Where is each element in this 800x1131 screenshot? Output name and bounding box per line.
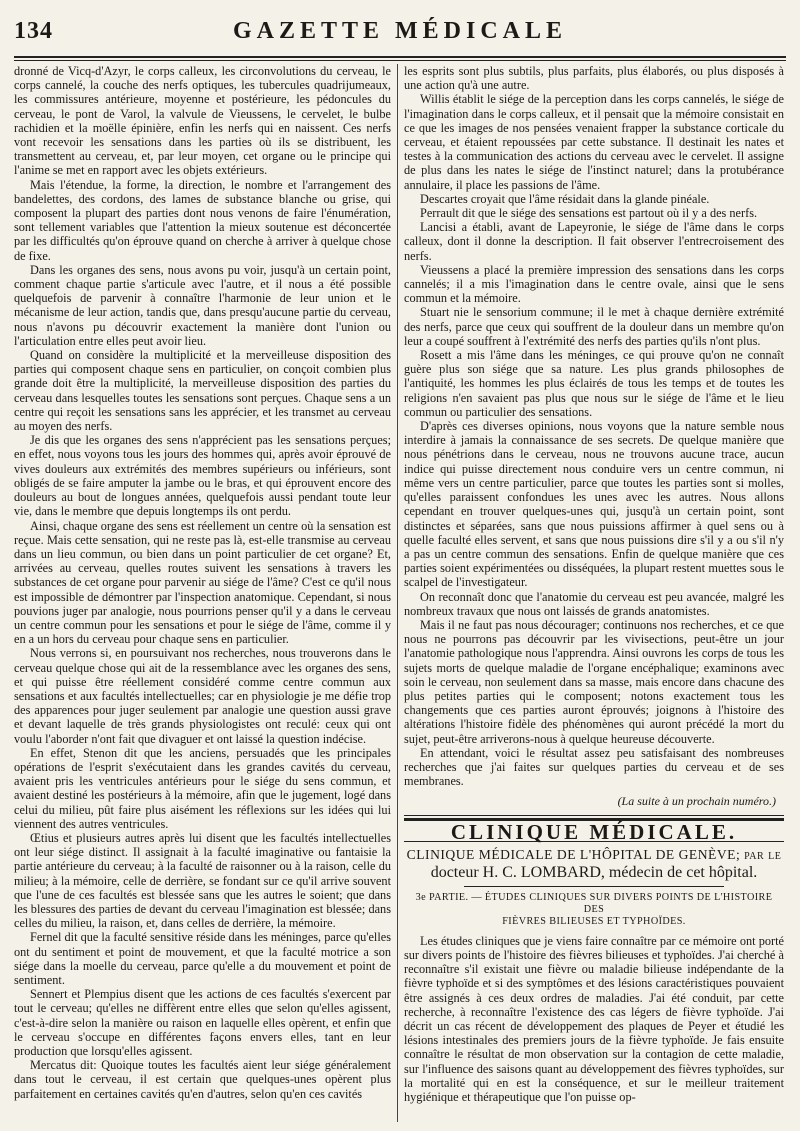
paragraph: Nous verrons si, en poursuivant nos recherches, nous trouverons dans le cerveau quelque chose qui ait de la ressemblance avec les organes des sens, et qui puisse être réellement considéré comme centre commun aux sensations et aux facultés intellectuelles; car en physiologie je me défie trop des apparences pour juger seulement par analogie une question aussi grave et devant laquelle de très grands physiologistes ont reculé: ceux qui ont voulu l'aborder n'ont fait que divaguer et ont laissé la question indécise. bbox=[14, 646, 391, 746]
article-author: docteur H. C. LOMBARD, médecin de cet hôpital. bbox=[430, 863, 758, 881]
header-rule-thin bbox=[14, 60, 786, 61]
paragraph: Les études cliniques que je viens faire connaître par ce mémoire ont porté sur divers points de l'histoire des fièvres bilieuses et typhoïdes. J'ai cherché à reconnaître s'il existait une fièvre ou maladie bilieuse indépendante de la fièvre typhoïde et si des symptômes et des lésions caractéristiques pouvaient être assignés à ces deux ordres de maladies. J'ai été conduit, par cette recherche, à reconnaître l'existence des cas légers de fièvre typhoïde. J'ai décrit un cas récent de développement des plaques de Peyer et étudié les lésions intestinales des premiers jours de la fièvre typhoïde. Je fais ensuite connaître le résultat de mon observation sur la contagion de cette maladie, sur l'influence des saisons quant au développement des fièvres typhoïdes, sur la mortalité qui en est la conséquence, et sur le meilleur traitement hygiénique et thérapeutique que l'on puisse op- bbox=[404, 933, 784, 1104]
paragraph: On reconnaît donc que l'anatomie du cerveau est peu avancée, malgré les nombreux travaux que nous ont laissés de grands anatomistes. bbox=[404, 589, 784, 618]
paragraph: Lancisi a établi, avant de Lapeyronie, le siége de l'âme dans le corps calleux, dont il donne la description. Il fait observer l'entrecroisement des nerfs. bbox=[404, 220, 784, 263]
left-column bbox=[14, 64, 391, 1122]
section-title: CLINIQUE MÉDICALE. bbox=[450, 819, 738, 844]
paragraph: Vieussens a placé la première impression des sensations dans les corps cannelés; il a mis l'imagination dans le centre ovale, ainsi que le sens commun et la mémoire. bbox=[404, 262, 784, 306]
paragraph: Mais il ne faut pas nous décourager; continuons nos recherches, et ce que nous ne pourrons pas découvrir par les vivisections, peut-être un jour l'anatomie pathologique nous l'apprendra. Ainsi ouvrons les corps de tous les sujets morts de quelque maladie de l'organe encéphalique; examinons avec soin le cerveau, non seulement dans sa masse, mais encore dans chacune des plus petites parties qui le composent; notons exactement tous les changements que ces parties auront éprouvés; joignons à l'histoire des altérations l'histoire fidèle des phénomènes qui auront précédé la mort du sujet, peut-être arriverons-nous à quelque heureuse découverte. bbox=[404, 617, 784, 746]
paragraph: Mais l'étendue, la forme, la direction, le nombre et l'arrangement des bandelettes, des cordons, des lames de substance blanche ou grise, qui composent la plupart des parties dont nous venons de faire l'énumération, sont tellement variables que l'attention la mieux soutenue est déconcertée par les difficultés qu'on éprouve quand on cherche à arriver à quelque chose de fixe. bbox=[14, 177, 391, 263]
heading-rule bbox=[464, 886, 724, 887]
part-heading-line: FIÈVRES BILIEUSES ET TYPHOÏDES. bbox=[502, 915, 686, 927]
column-divider bbox=[397, 64, 398, 1122]
article-heading bbox=[404, 847, 784, 863]
header-rule-thick bbox=[14, 56, 786, 58]
paragraph: D'après ces diverses opinions, nous voyons que la nature semble nous interdire à jamais la connaissance de ses secrets. De quelque manière que nous pénétrions dans le cerveau, nous ne trouvons aucune trace, aucun indice qui puisse directement nous conduire vers un centre commun, ni même vers un centre particulier, parce que toutes les parties sont si molles, qu'elles paraissent confondues les unes avec les autres. Nous allons cependant en trouver quelques-unes qui, jusqu'à un certain point, sont distinctes et séparées, sans que nous puissions affirmer à quel sens ou à quelle faculté elles servent, et sans que nous puissions dire s'il y a ou s'il n'y a pas un centre commun des sensations. Enfin de quelque manière que ces parties soient expérimentées ou disséquées, la plupart restent muettes sous le scalpel de l'investigateur. bbox=[404, 419, 784, 590]
paragraph: Je dis que les organes des sens n'apprécient pas les sensations perçues; en effet, nous voyons tous les jours des hommes qui, après avoir éprouvé de vives douleurs aux extrémités des membres supérieurs ou inférieurs, sont obligés de se faire amputer la jambe ou le bras, et qui éprouvent encore des douleurs au bout de longues années, quelquefois aussi pendant toute leur vie, dans le membre que depuis longtemps ils ont perdu. bbox=[14, 433, 391, 519]
paragraph: dronné de Vicq-d'Azyr, le corps calleux, les circonvolutions du cerveau, le corps cannelé, la couche des nerfs optiques, les tubercules quadrijumeaux, les commissures antérieure, moyenne et postérieure, les pédoncules du cerveau, le pont de Varol, la valvule de Vieussens, le cervelet, le bulbe rachidien et la moëlle épinière, enfin les nerfs qui en naissent. Ces nerfs vont recevoir les sensations dans les parties où ils se distribuent, les transmettent au cerveau, et, par leur moyen, cet organe ou le principe qui l'anime se met en rapport avec les objets extérieurs. bbox=[14, 64, 391, 178]
page-number: 134 bbox=[14, 18, 53, 44]
paragraph: Fernel dit que la faculté sensitive réside dans les méninges, parce qu'elles ont du sentiment et point de mouvement, et que la faculté motrice a son siége dans la moelle du cerveau, parce qu'elle a du mouvement et point de sentiment. bbox=[14, 930, 391, 987]
paragraph: Rosett a mis l'âme dans les méninges, ce qui prouve qu'on ne connaît guère plus son siége que sa nature. Les plus grands philosophes de l'antiquité, les hommes les plus éclairés de tous les temps et de toutes les religions n'en savaient pas plus que nous sur le siége de l'âme et le lieu commun ou particulier des sensations. bbox=[404, 348, 784, 419]
paragraph: Quand on considère la multiplicité et la merveilleuse disposition des parties qui composent chaque sens en particulier, on conçoit combien plus grande doit être la multiplicité, la merveilleuse disposition des parties du cerveau dans lesquelles toutes les sensations sont perçues. Chaque sens a un centre qui reçoit les sensations sans les apprécier, et les transmet au cerveau au moyen des nerfs. bbox=[14, 348, 391, 434]
paragraph: Descartes croyait que l'âme résidait dans la glande pinéale. bbox=[420, 191, 710, 206]
masthead-title: GAZETTE MÉDICALE bbox=[232, 18, 568, 44]
paragraph: En attendant, voici le résultat assez peu satisfaisant des nombreuses recherches que j'ai faites sur quelques parties du cerveau et de ses membranes. bbox=[404, 745, 784, 789]
paragraph: En effet, Stenon dit que les anciens, persuadés que les principales opérations de l'esprit s'exécutaient dans les grandes cavités du cerveau, avaient pris les ventricules antérieurs pour le siége du sens commun, et avaient destiné les postérieurs à la mémoire, afin que le jugement, logé dans celui du milieu, pût faire plus aisément les réflexions sur les idées qui lui viennent des autres ventricules. bbox=[14, 745, 391, 831]
paragraph: Mercatus dit: Quoique toutes les facultés aient leur siége généralement dans tout le cerveau, il est certain que quelques-unes opèrent plus parfaitement en certaines cavités qu'en d'autres, selon qu'en ces cavités bbox=[14, 1058, 391, 1101]
paragraph: Dans les organes des sens, nous avons pu voir, jusqu'à un certain point, comment chaque partie s'articule avec l'autre, et il nous a été possible quelquefois de parvenir à connaître l'harmonie de leur union et le mécanisme de leur action, tandis que, dans presqu'aucune partie du cerveau, nous n'avons pu découvrir exactement la manière dont l'union ou l'articulation entre elles peut avoir lieu. bbox=[14, 262, 391, 348]
paragraph: Ainsi, chaque organe des sens est réellement un centre où la sensation est reçue. Mais cette sensation, qui ne reste pas là, est-elle transmise au cerveau dans un lieu commun, ou bien dans un point particulier de cet organe? Et, arrivées au cerveau, quelles routes suivent les sensations à travers les substances de cet organe pour parvenir au siége de l'âme? C'est ce qu'il nous est impossible de démontrer par l'inspection anatomique. Cependant, si nous pouvions juger par analogie, nous pourrions penser qu'il y a dans le cerveau un centre commun pour les sensations et pour le siége de l'âme, comme il y en a un hors du cerveau pour chaque sens en particulier. bbox=[14, 518, 391, 647]
part-heading bbox=[404, 892, 784, 928]
right-column bbox=[404, 64, 784, 1122]
paragraph: Stuart nie le sensorium commune; il le met à chaque dernière extrémité des nerfs, parce que ceux qui souffrent de la douleur dans un membre qu'on leur a coupé souffrent à l'extrémité des nerfs des parties qu'ils n'ont plus. bbox=[404, 305, 784, 348]
article-heading-text: CLINIQUE MÉDICALE DE L'HÔPITAL DE GENÈVE; par le bbox=[406, 846, 782, 862]
paragraph: les esprits sont plus subtils, plus parfaits, plus élaborés, ou plus disposés à une action qu'à une autre. bbox=[404, 64, 784, 93]
paragraph: Œtius et plusieurs autres après lui disent que les facultés intellectuelles ont leur siége distinct. Il assignait à la faculté imaginative ou fantaisie la partie antérieure du cerveau; à la faculté de raisonner ou à la raison, celle du milieu; à la mémoire, celle de derrière, se fondant sur ce qu'il arrive souvent que l'une de ces facultés est blessée sans que les autres le soient; que dans les blessures des parties de devant du cerveau l'imagination est blessée; dans celles du milieu, la raison, et, dans celles de derrière, la mémoire. bbox=[14, 830, 391, 931]
paragraph: Willis établit le siége de la perception dans les corps cannelés, le siége de l'imagination dans le corps calleux, et il pensait que la mémoire consistait en ce que les images de nos pensées venaient frapper la substance corticale du cerveau, et étaient repoussées par cette substance. Il destinait les nates et testes à la communication des actions du cerveau avec le cervelet. Il assigne de plus dans les nates le siége de l'instinct naturel; dans la protubérance annulaire, il place les passions de l'âme. bbox=[404, 92, 784, 192]
paragraph: Perrault dit que le siége des sensations est partout où il y a des nerfs. bbox=[420, 206, 758, 221]
continuation-note: (La suite à un prochain numéro.) bbox=[617, 794, 776, 809]
section-rule bbox=[404, 815, 784, 816]
page-header bbox=[14, 14, 786, 54]
paragraph: Sennert et Plempius disent que les actions de ces facultés s'exercent par tout le cerveau; qu'elles ne diffèrent entre elles que selon qu'elles agissent, c'est-à-dire selon la manière ou raison en laquelle elles opèrent, et enfin que le cerveau s'occupe en différentes façons envers elles, tant en leur production que lorsqu'elles agissent. bbox=[14, 987, 391, 1059]
part-heading-line: 3e PARTIE. — ÉTUDES CLINIQUES SUR DIVERS POINTS DE L'HISTOIRE DES bbox=[415, 891, 773, 915]
